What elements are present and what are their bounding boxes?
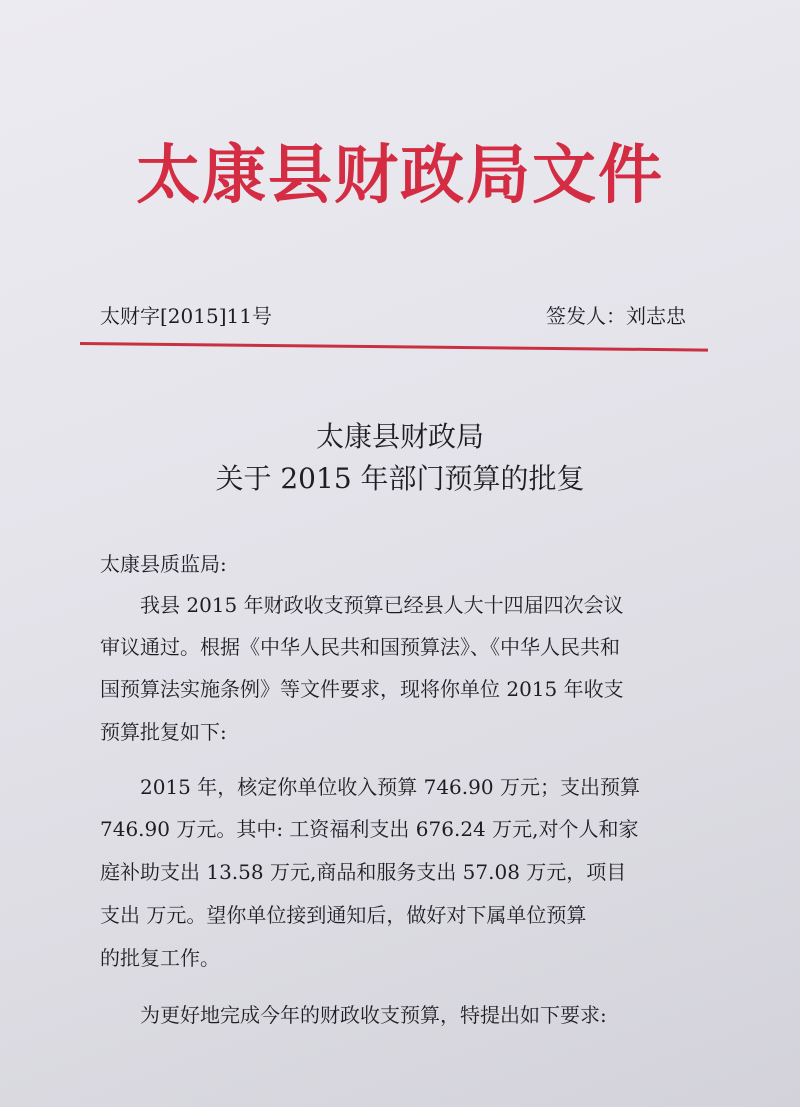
document-title-line-2: 关于 2015 年部门预算的批复 xyxy=(215,462,585,495)
body-line: 预算批复如下: xyxy=(100,720,227,744)
body-line: 支出 万元。望你单位接到通知后，做好对下属单位预算 xyxy=(100,903,587,927)
body-line: 审议通过。根据《中华人民共和国预算法》、《中华人民共和 xyxy=(100,635,620,659)
body-line: 庭补助支出 13.58 万元,商品和服务支出 57.08 万元，项目 xyxy=(100,860,627,884)
issuer-name: 刘志忠 xyxy=(626,304,686,328)
document-title-line-1: 太康县财政局 xyxy=(315,420,484,453)
issuer xyxy=(546,300,686,329)
body-line: 我县 2015 年财政收支预算已经县人大十四届四次会议 xyxy=(140,593,624,617)
agency-red-header: 太康县财政局文件 xyxy=(136,139,664,213)
body-line: 2015 年，核定你单位收入预算 746.90 万元；支出预算 xyxy=(140,775,640,799)
document-number: 太财字[2015]11号 xyxy=(100,304,272,328)
body-line: 为更好地完成今年的财政收支预算，特提出如下要求: xyxy=(140,1003,607,1027)
body-line: 的批复工作。 xyxy=(100,946,220,970)
issuer-label: 签发人： xyxy=(546,304,626,328)
red-divider-line xyxy=(80,342,708,352)
body-line: 746.90 万元。其中: 工资福利支出 676.24 万元,对个人和家 xyxy=(100,817,639,841)
addressee: 太康县质监局: xyxy=(100,552,227,576)
body-line: 国预算法实施条例》等文件要求，现将你单位 2015 年收支 xyxy=(100,677,624,701)
